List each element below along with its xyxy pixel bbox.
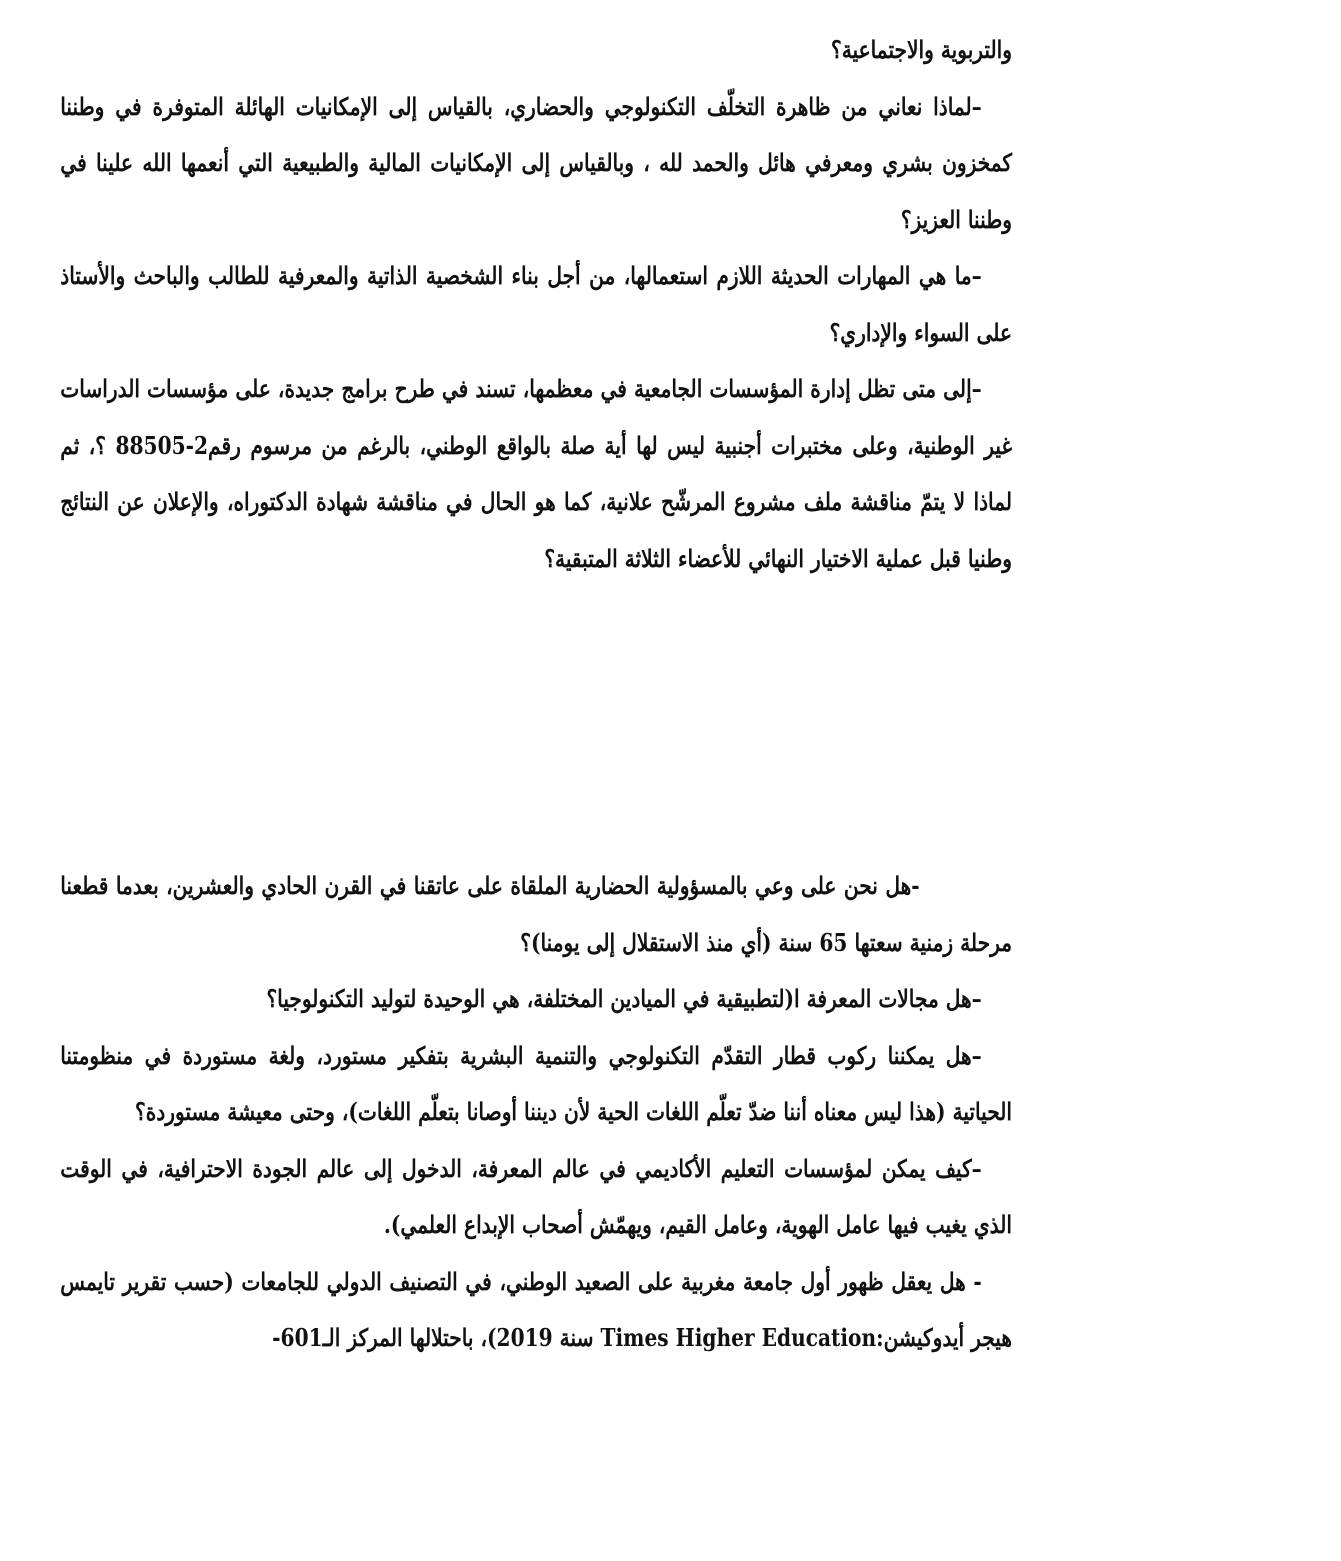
text-section-lower (60, 858, 1012, 1367)
paragraph-question-skills: –ما هي المهارات الحديثة اللازم استعمالها، من أجل بناء الشخصية الذاتية والمعرفية للطالب والباحث والأستاذ على السواء والإداري؟ (60, 261, 1012, 347)
paragraph-question-imported-thinking: –هل يمكننا ركوب قطار التقدّم التكنولوجي والتنمية البشرية بتفكير مستورد، ولغة مستوردة في منظومتنا الحياتية (هذا ليس معناه أننا ضدّ تعلّم اللغات الحية لأن ديننا أوصانا بتعلّم اللغات)، وحتى معيشة مستوردة؟ (60, 1040, 1012, 1126)
paragraph-question-knowledge-fields: –هل مجالات المعرفة ا(لتطبيقية في الميادين المختلفة، هي الوحيدة لتوليد التكنولوجيا؟ (266, 984, 982, 1013)
paragraph-continuation: والتربوية والاجتماعية؟ (831, 35, 1012, 64)
text-section-upper (60, 22, 1012, 587)
paragraph-question-quality: –كيف يمكن لمؤسسات التعليم الأكاديمي في عالم المعرفة، الدخول إلى عالم الجودة الاحترافية، في الوقت الذي يغيب فيها عامل الهوية، وعامل القيم، ويهمّش أصحاب الإبداع العلمي). (60, 1153, 1012, 1239)
paragraph-question-ranking: - هل يعقل ظهور أول جامعة مغربية على الصعيد الوطني، في التصنيف الدولي للجامعات (حسب تقرير تايمس هيجر أيدوكيشن:Times Higher Education سنة 2019)، باحتلالها المركز الـ601- (60, 1266, 1012, 1352)
paragraph-question-university-administration: –إلى متى تظل إدارة المؤسسات الجامعية في معظمها، تسند في طرح برامج جديدة، على مؤسسات الدراسات غير الوطنية، وعلى مختبرات أجنبية ليس لها أية صلة بالواقع الوطني، بالرغم من مرسوم رقم2-88505 ؟، ثم لماذا لا يتمّ مناقشة ملف مشروع المرشّح علانية، كما هو الحال في مناقشة شهادة الدكتوراه، والإعلان عن النتائج وطنيا قبل عملية الاختيار النهائي للأعضاء الثلاثة المتبقية؟ (60, 374, 1013, 573)
paragraph-question-responsibility: -هل نحن على وعي بالمسؤولية الحضارية الملقاة على عاتقنا في القرن الحادي والعشرين، بعدما قطعنا مرحلة زمنية سعتها 65 سنة (أي منذ الاستقلال إلى يومنا)؟ (60, 871, 1012, 957)
paragraph-question-backwardness: –لماذا نعاني من ظاهرة التخلّف التكنولوجي والحضاري، بالقياس إلى الإمكانيات الهائلة المتوفرة في وطننا كمخزون بشري ومعرفي هائل والحمد لله ، وبالقياس إلى الإمكانيات المالية والطبيعية التي أنعمها الله علينا في وطننا العزيز؟ (60, 91, 1012, 234)
